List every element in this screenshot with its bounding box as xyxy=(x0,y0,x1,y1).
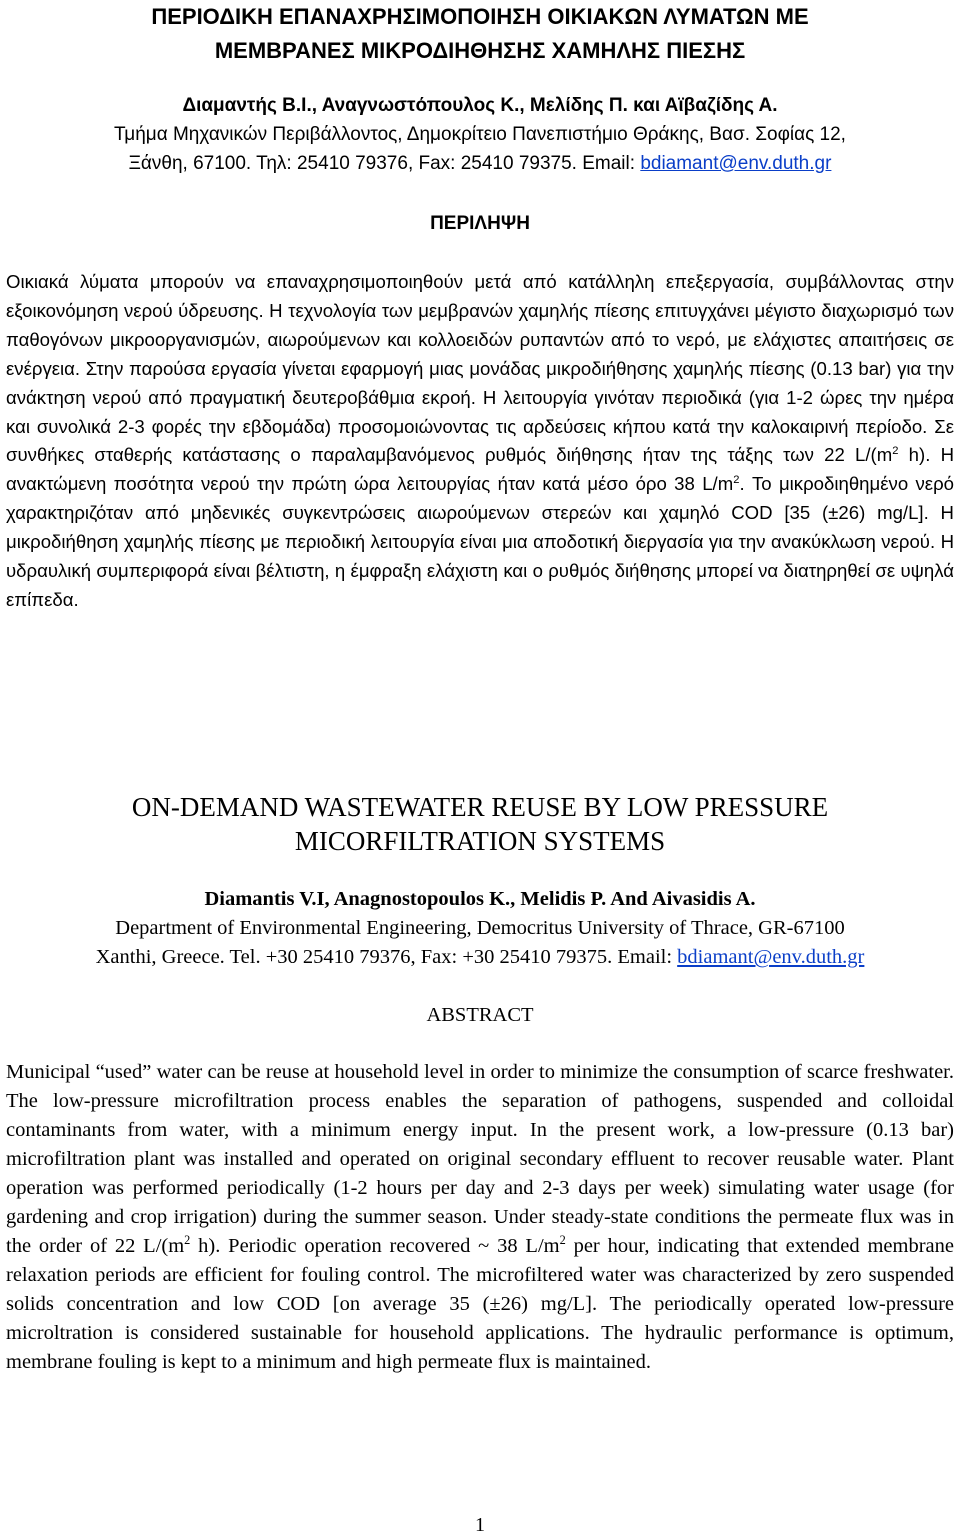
english-abstract-sup-1: 2 xyxy=(184,1233,191,1248)
greek-affiliation-line-1: Τμήμα Μηχανικών Περιβάλλοντος, Δημοκρίτειο Πανεπιστήμιο Θράκης, Βασ. Σοφίας 12, xyxy=(114,124,846,145)
greek-authors: Διαμαντής Β.Ι., Αναγνωστόπουλος Κ., Μελίδης Π. και Αϊβαζίδης Α. xyxy=(182,95,778,116)
english-abstract-text-1: Municipal “used” water can be reuse at household level in order to minimize the consumption of scarce freshwater. The low-pressure microfiltration process enables the separation of pathogens, suspended and colloidal contaminants from water, with a minimum energy input. In the present work, a low-pressure (0.13 bar) microfiltration plant was installed and operated on original secondary effluent to recover reusable water. Plant operation was performed periodically (1-2 hours per day and 2-3 days per week) simulating water usage (for gardening and crop irrigation) during the summer season. Under steady-state conditions the permeate flux was in the order of 22 L/(m xyxy=(6,1061,954,1257)
english-authors: Diamantis V.I, Anagnostopoulos K., Melidis P. And Aivasidis A. xyxy=(204,888,756,910)
english-abstract-paragraph xyxy=(6,1058,954,1377)
greek-abstract-heading: ΠΕΡΙΛΗΨΗ xyxy=(430,213,530,234)
english-abstract-heading: ABSTRACT xyxy=(426,1004,534,1026)
english-abstract-text-2: h). Periodic operation recovered ~ 38 L/m xyxy=(190,1235,560,1257)
greek-affiliation-line-2 xyxy=(0,150,960,178)
english-abstract-text-3: per hour, indicating that extended membrane relaxation periods are efficient for fouling control. The microfiltered water was characterized by zero suspended solids concentration and low COD [on average 35 (±26) mg/L]. The periodically operated low-pressure microltration is considered sustainable for household applications. The hydraulic performance is optimum, membrane fouling is kept to a minimum and high permeate flux is maintained. xyxy=(6,1235,954,1373)
english-title-line-2: MICORFILTRATION SYSTEMS xyxy=(294,826,666,856)
greek-title-line-2: ΜΕΜΒΡΑΝΕΣ ΜΙΚΡΟΔΙΗΘΗΣΗΣ ΧΑΜΗΛΗΣ ΠΙΕΣΗΣ xyxy=(214,38,746,63)
greek-abstract-text-1: Οικιακά λύματα μπορούν να επαναχρησιμοποιηθούν μετά από κατάλληλη επεξεργασία, συμβάλλοντας στην εξοικονόμηση νερού ύδρευσης. Η τεχνολογία των μεμβρανών χαμηλής πίεσης επιτυγχάνει μέγιστο διαχωρισμό των παθογόνων μικροοργανισμών, αιωρούμενων και κολλοειδών ρυπαντών από το νερό, με ελάχιστες απαιτήσεις σε ενέργεια. Στην παρούσα εργασία γίνεται εφαρμογή μιας μονάδας μικροδιήθησης χαμηλής πίεσης (0.13 bar) για την ανάκτηση νερού από πραγματική δευτεροβάθμια εκροή. Η λειτουργία γινόταν περιοδικά (για 1-2 ώρες την ημέρα και συνολικά 2-3 φορές την εβδομάδα) προσομοιώνοντας τις αρδεύσεις κήπου κατά την καλοκαιρινή περίοδο. Σε συνθήκες σταθερής κατάστασης ο παραλαμβανόμενος ρυθμός διήθησης ήταν της τάξης των 22 L/(m xyxy=(6,271,954,466)
greek-title-line-1: ΠΕΡΙΟΔΙΚΗ ΕΠΑΝΑΧΡΗΣΙΜΟΠΟΙΗΣΗ ΟΙΚΙΑΚΩΝ ΛΥΜΑΤΩΝ ΜΕ xyxy=(151,4,809,29)
english-title-line-1: ON-DEMAND WASTEWATER REUSE BY LOW PRESSURE xyxy=(131,792,829,822)
greek-affiliation-text: Ξάνθη, 67100. Τηλ: 25410 79376, Fax: 25410 79375. Email: xyxy=(128,153,641,174)
greek-abstract-sup-1: 2 xyxy=(892,445,899,458)
english-affiliation-line-1: Department of Environmental Engineering, Democritus University of Thrace, GR-67100 xyxy=(115,917,845,939)
greek-abstract-text-3: . Το μικροδιηθημένο νερό χαρακτηριζόταν από μηδενικές συγκεντρώσεις αιωρούμενων στερεών και χαμηλό COD [35 (±26) mg/L]. Η μικροδιήθηση χαμηλής πίεσης με περιοδική λειτουργία είναι μια αποδοτική διεργασία για την ανακύκλωση νερού. Η υδραυλική συμπεριφορά είναι βέλτιστη, η έμφραξη ελάχιστη και ο ρυθμός διήθησης μπορεί να διατηρηθεί σε υψηλά επίπεδα. xyxy=(6,473,955,610)
english-abstract-sup-2: 2 xyxy=(559,1233,566,1248)
greek-abstract-paragraph xyxy=(6,268,954,615)
page-number: 1 xyxy=(475,1514,485,1536)
greek-abstract-text-2: h). Η ανακτώμενη ποσότητα νερού την πρώτη ώρα λειτουργίας ήταν κατά μέσο όρο 38 L/m xyxy=(6,444,955,495)
greek-email-link[interactable]: bdiamant@env.duth.gr xyxy=(640,153,832,174)
english-affiliation-text: Xanthi, Greece. Tel. +30 25410 79376, Fax: +30 25410 79375. Email: xyxy=(95,946,678,968)
english-email-link[interactable]: bdiamant@env.duth.gr xyxy=(677,946,865,968)
greek-abstract-sup-2: 2 xyxy=(733,474,740,487)
english-affiliation-line-2 xyxy=(0,943,960,971)
